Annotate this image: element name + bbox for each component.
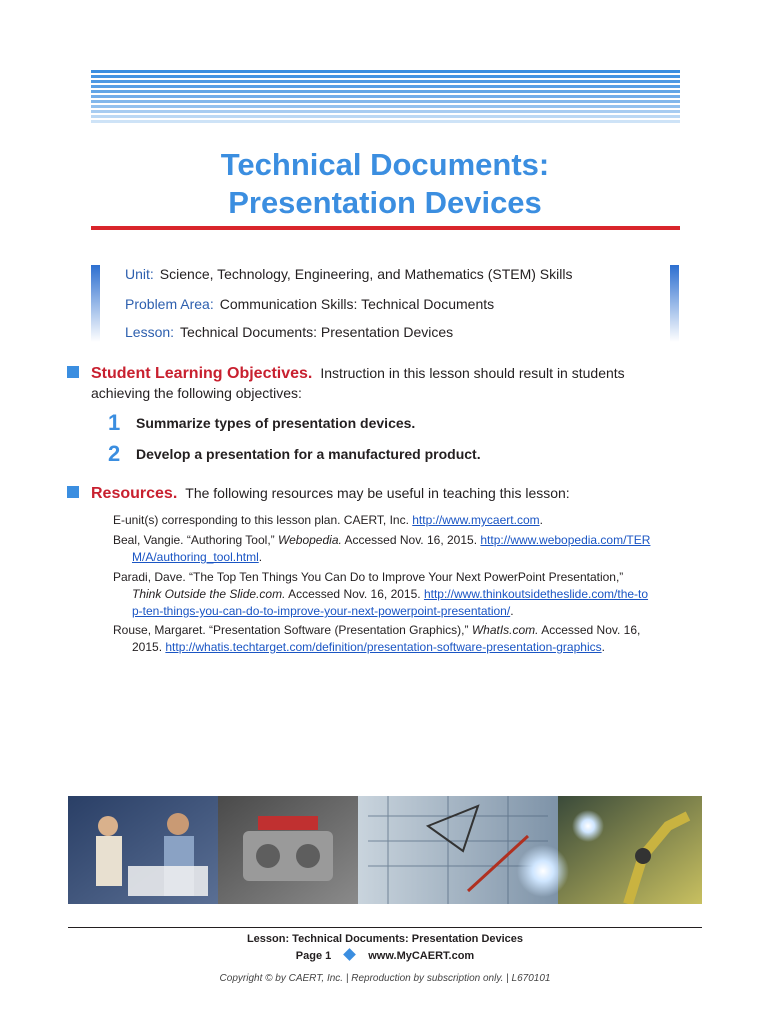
reference-link[interactable]: http://www.webopedia.com/TERM/A/authoring_tool.html <box>132 533 651 564</box>
footer-divider <box>68 927 702 928</box>
info-block-right-bar <box>670 265 679 342</box>
info-block-left-bar <box>91 265 100 342</box>
resources-heading-line <box>91 484 570 503</box>
footer-page-line <box>0 950 770 962</box>
unit-value: Science, Technology, Engineering, and Mathematics (STEM) Skills <box>159 266 573 282</box>
problem-area-line <box>125 295 494 313</box>
objective-text: Develop a presentation for a manufactured product. <box>136 446 481 462</box>
page-number: Page 1 <box>295 950 332 962</box>
copyright-notice: Copyright © by CAERT, Inc. | Reproduction by subscription only. | L670101 <box>219 973 551 984</box>
reference-item: Beal, Vangie. “Authoring Tool,” Webopedia. Accessed Nov. 16, 2015. http://www.webopedia.com/TERM/A/authoring_tool.html. <box>113 533 651 564</box>
objectives-intro: Instruction in this lesson should result in students <box>320 365 625 381</box>
objective-item <box>108 410 415 436</box>
problem-area-value: Communication Skills: Technical Documents <box>219 296 495 312</box>
unit-label: Unit: <box>125 266 154 282</box>
photo-banner-image <box>68 796 702 904</box>
header-stripes <box>91 70 680 128</box>
lesson-label: Lesson: <box>125 324 175 340</box>
unit-line <box>125 265 572 283</box>
objectives-heading-line <box>91 364 625 383</box>
footer-website: www.MyCAERT.com <box>368 950 475 962</box>
lesson-line <box>125 323 453 341</box>
objectives-bullet-icon <box>67 366 79 378</box>
objective-number: 1 <box>108 410 121 435</box>
problem-area-label: Problem Area: <box>125 296 214 312</box>
diamond-icon <box>343 948 356 961</box>
page-title-line-2: Presentation Devices <box>228 185 542 220</box>
objective-text: Summarize types of presentation devices. <box>136 415 416 431</box>
reference-item: Rouse, Margaret. “Presentation Software (Presentation Graphics),” WhatIs.com. Accessed Nov. 16, 2015. http://whatis.techtarget.com/definition/presentation-software-presentation-graphics. <box>113 623 641 654</box>
objectives-intro-cont: achieving the following objectives: <box>91 385 302 401</box>
title-divider <box>91 226 680 230</box>
resources-intro: The following resources may be useful in teaching this lesson: <box>185 485 570 501</box>
reference-link[interactable]: http://www.thinkoutsidetheslide.com/the-top-ten-things-you-can-do-to-improve-your-next-powerpoint-presentation/ <box>132 587 649 618</box>
objectives-heading: Student Learning Objectives. <box>91 365 313 382</box>
reference-item: Paradi, Dave. “The Top Ten Things You Can Do to Improve Your Next PowerPoint Presentation,” Think Outside the Slide.com. Accessed Nov. 16, 2015. http://www.thinkoutsidetheslide.com/the-top-ten-things-you-can-do-to-improve-your-next-powerpoint-presentation/. <box>113 570 649 618</box>
reference-link[interactable]: http://www.mycaert.com <box>412 513 540 527</box>
reference-link[interactable]: http://whatis.techtarget.com/definition/presentation-software-presentation-graphics <box>165 640 602 654</box>
reference-item: E-unit(s) corresponding to this lesson plan. CAERT, Inc. http://www.mycaert.com. <box>113 513 543 527</box>
objective-item <box>108 441 481 467</box>
page-title-line-1: Technical Documents: <box>220 147 550 182</box>
lesson-value: Technical Documents: Presentation Devices <box>180 324 454 340</box>
resources-heading: Resources. <box>91 485 178 502</box>
objective-number: 2 <box>108 441 121 466</box>
footer-lesson-title: Lesson: Technical Documents: Presentation Devices <box>246 933 524 945</box>
resources-bullet-icon <box>67 486 79 498</box>
